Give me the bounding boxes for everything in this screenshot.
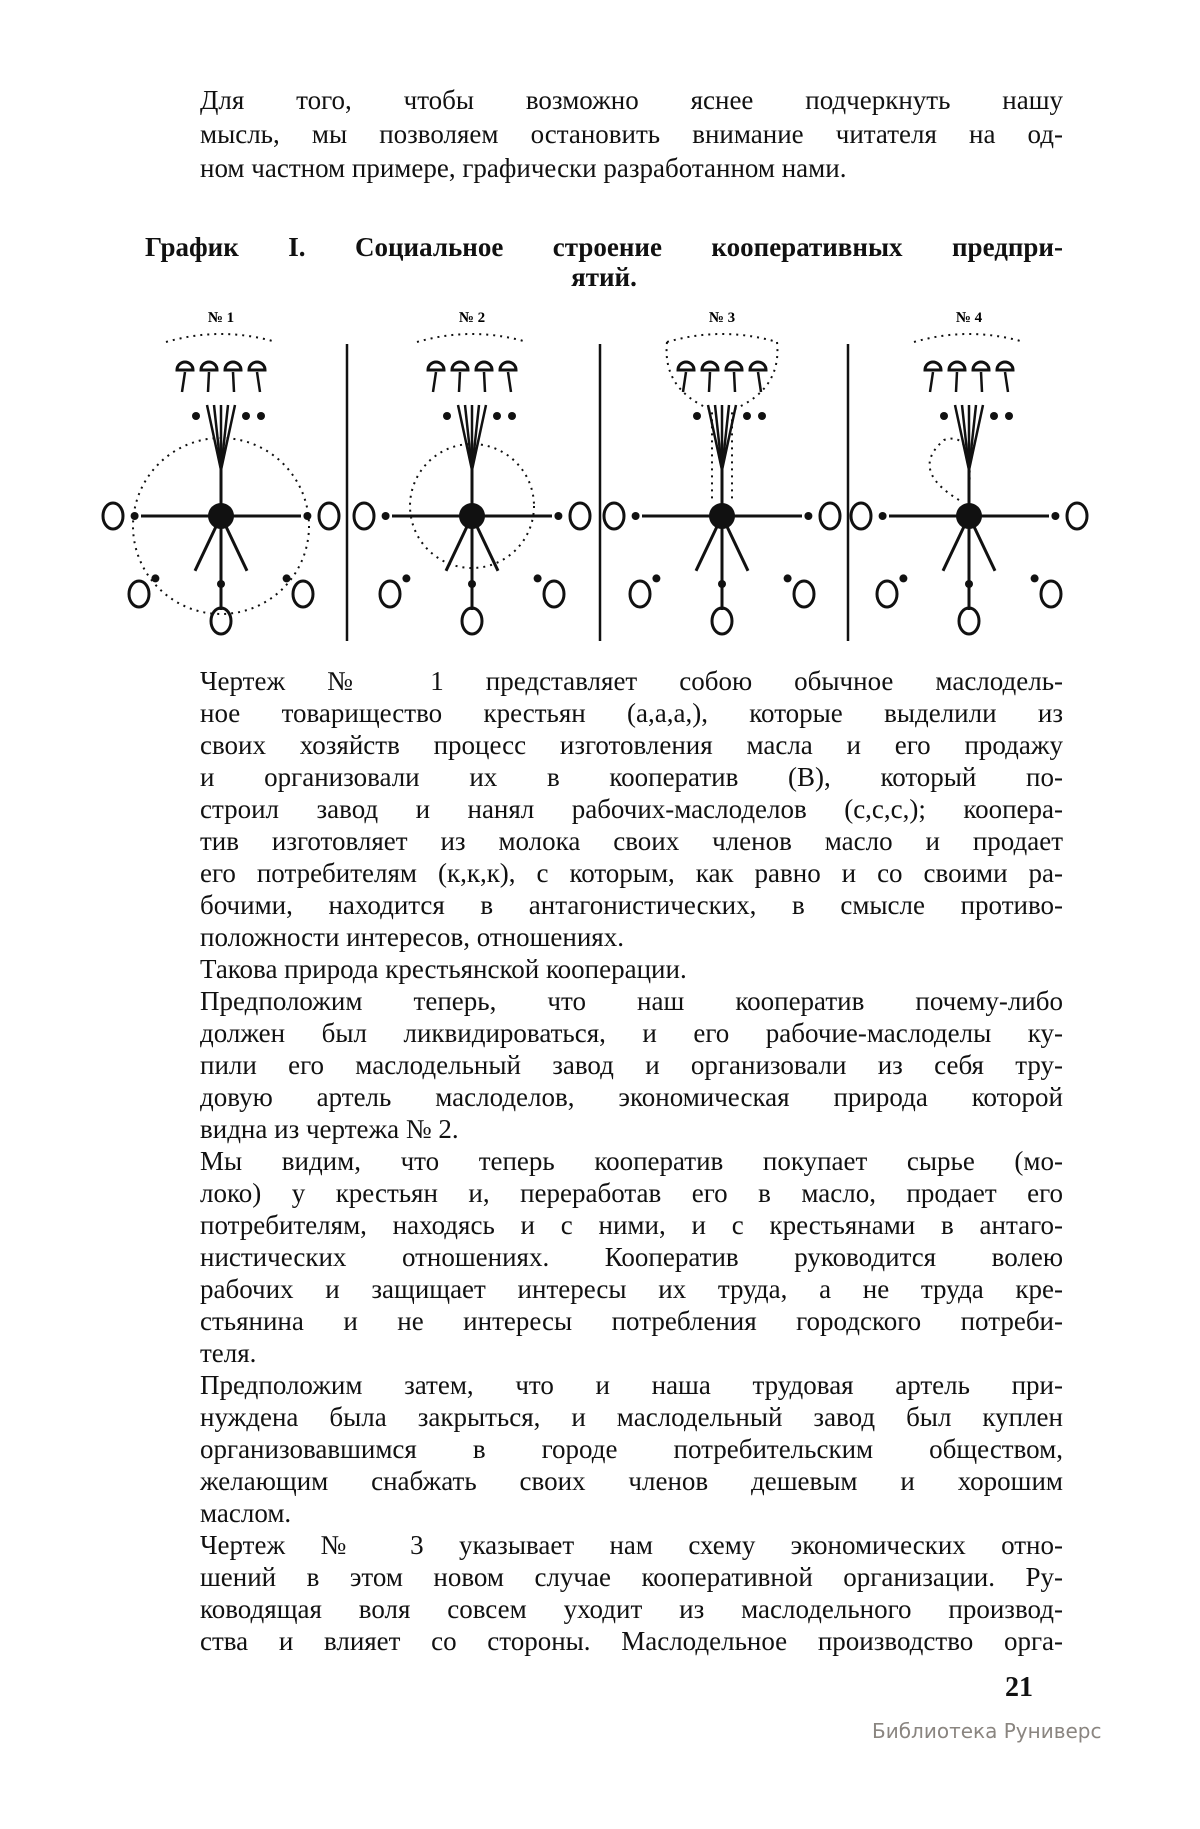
peasant-icon <box>462 608 482 634</box>
consumer-link <box>709 372 710 392</box>
peasant-icon <box>544 581 564 607</box>
text-line: нистических отношениях. Кооператив руководится волею <box>200 1242 1063 1272</box>
consumer-link <box>182 372 185 392</box>
page-number: 21 <box>1005 1672 1033 1703</box>
consumer-link <box>208 372 209 392</box>
text-line: Мы видим, что теперь кооператив покупает сырье (мо- <box>200 1146 1063 1176</box>
text-line: теля. <box>200 1338 257 1368</box>
consumer-icon <box>225 362 241 370</box>
text-line: Такова природа крестьянской кооперации. <box>200 954 687 984</box>
consumer-link <box>930 372 933 392</box>
peasant-icon <box>1067 503 1087 529</box>
text-line: пили его маслодельный завод и организовали из себя тру- <box>200 1050 1063 1080</box>
link-dot <box>468 580 476 588</box>
diagram-panel-3 <box>604 310 840 634</box>
panel-label: № 4 <box>955 310 983 326</box>
figure-title-line-2: ятий. <box>571 262 637 292</box>
text-line: ства и влияет со стороны. Маслодельное производство орга- <box>200 1626 1063 1656</box>
consumer-icon <box>726 362 742 370</box>
consumer-link <box>433 372 436 392</box>
consumer-icon <box>949 362 965 370</box>
diagram-panel-4 <box>851 310 1087 634</box>
peasant-icon <box>712 608 732 634</box>
consumer-icon <box>973 362 989 370</box>
link-dot <box>632 512 640 520</box>
link-dot <box>402 574 410 582</box>
text-line: потребителям, находясь и с ними, и с крестьянами в антаго- <box>200 1210 1063 1240</box>
peasant-icon <box>877 581 897 607</box>
consumer-icon <box>997 362 1013 370</box>
text-line: локо) у крестьян и, переработав его в масло, продает его <box>200 1178 1063 1208</box>
worker-icon <box>508 412 516 420</box>
text-line: ное товарищество крестьян (а,а,а,), которые выделили из <box>200 698 1063 728</box>
link-dot <box>652 574 660 582</box>
consumer-icon <box>702 362 718 370</box>
link-dot <box>554 512 562 520</box>
worker-icon <box>192 412 200 420</box>
text-line: Для того, чтобы возможно яснее подчеркнуть нашу <box>200 85 1063 115</box>
consumer-link <box>758 372 761 392</box>
text-line: Предположим теперь, что наш кооператив почему-либо <box>200 986 1063 1016</box>
panel-label: № 1 <box>207 310 235 326</box>
text-line: рабочих и защищает интересы их труда, а не труда кре- <box>200 1274 1063 1304</box>
text-line: мысль, мы позволяем остановить внимание читателя на од- <box>200 119 1063 149</box>
peasant-icon <box>103 503 123 529</box>
link-dot <box>1031 574 1039 582</box>
peasant-icon <box>570 503 590 529</box>
peasant-icon <box>851 503 871 529</box>
figure-title-line-1: График I. Социальное строение кооперативных предпри- <box>145 232 1063 262</box>
text-line: должен был ликвидироваться, и его рабочие-маслоделы ку- <box>200 1018 1063 1048</box>
consumer-icon <box>476 362 492 370</box>
text-line: Предположим затем, что и наша трудовая артель при- <box>200 1370 1063 1400</box>
consumer-link <box>233 372 234 392</box>
peasant-icon <box>794 581 814 607</box>
consumer-icon <box>500 362 516 370</box>
peasant-icon <box>630 581 650 607</box>
worker-icon <box>1005 412 1013 420</box>
peasant-icon <box>959 608 979 634</box>
text-line: маслом. <box>200 1498 292 1528</box>
consumers-boundary <box>667 334 777 342</box>
peasant-icon <box>211 608 231 634</box>
text-line: и организовали их в кооператив (В), который по- <box>200 762 1063 792</box>
consumer-icon <box>201 362 217 370</box>
worker-icon <box>493 412 501 420</box>
text-line: ководящая воля совсем уходит из маслодельного производ- <box>200 1594 1063 1624</box>
consumer-link <box>956 372 957 392</box>
link-dot <box>131 512 139 520</box>
link-dot <box>1051 512 1059 520</box>
text-line: его потребителям (к,к,к), с которым, как равно и со своими ра- <box>200 858 1063 888</box>
text-line: своих хозяйств процесс изготовления масла и его продажу <box>200 730 1063 760</box>
link-dot <box>718 580 726 588</box>
link-dot <box>303 512 311 520</box>
link-dot <box>804 512 812 520</box>
link-dot <box>879 512 887 520</box>
consumer-link <box>981 372 982 392</box>
worker-icon <box>990 412 998 420</box>
peasant-icon <box>319 503 339 529</box>
text-line: организовавшимся в городе потребительским обществом, <box>200 1434 1063 1464</box>
peasant-icon <box>354 503 374 529</box>
consumer-icon <box>452 362 468 370</box>
worker-icon <box>257 412 265 420</box>
peasant-icon <box>604 503 624 529</box>
consumer-link <box>1005 372 1008 392</box>
consumer-icon <box>177 362 193 370</box>
peasant-icon <box>293 581 313 607</box>
text-line: строил завод и нанял рабочих-маслоделов (с,с,с,); коопера- <box>200 794 1063 824</box>
text-line: довую артель маслоделов, экономическая природа которой <box>200 1082 1063 1112</box>
text-line: стьянина и не интересы потребления городского потреби- <box>200 1306 1063 1336</box>
worker-icon <box>940 412 948 420</box>
consumer-icon <box>925 362 941 370</box>
consumer-link <box>508 372 511 392</box>
worker-icon <box>758 412 766 420</box>
consumer-link <box>459 372 460 392</box>
worker-icon <box>443 412 451 420</box>
text-line: тив изготовляет из молока своих членов масло и продает <box>200 826 1063 856</box>
consumers-boundary <box>417 334 527 342</box>
consumer-icon <box>750 362 766 370</box>
watermark: Библиотека Руниверс <box>872 1719 1102 1743</box>
worker-icon <box>242 412 250 420</box>
consumer-link <box>683 372 686 392</box>
link-dot <box>534 574 542 582</box>
text-line: желающим снабжать своих членов дешевым и хорошим <box>200 1466 1063 1496</box>
diagram-panel-1 <box>103 310 339 634</box>
link-dot <box>899 574 907 582</box>
peasant-icon <box>820 503 840 529</box>
link-dot <box>217 580 225 588</box>
peasant-icon <box>129 581 149 607</box>
diagram-panel-2 <box>354 310 590 634</box>
text-line: ном частном примере, графически разработанном нами. <box>200 153 847 183</box>
consumer-link <box>257 372 260 392</box>
worker-icon <box>693 412 701 420</box>
link-dot <box>965 580 973 588</box>
link-dot <box>382 512 390 520</box>
peasant-icon <box>380 581 400 607</box>
cooperative-structure-diagram <box>0 300 1200 660</box>
consumers-boundary <box>914 334 1024 342</box>
text-line: нуждена была закрыться, и маслодельный завод был куплен <box>200 1402 1063 1432</box>
text-line: шений в этом новом случае кооперативной организации. Ру- <box>200 1562 1063 1592</box>
consumers-boundary <box>166 334 276 342</box>
consumer-link <box>484 372 485 392</box>
text-line: бочими, находится в антагонистических, в смысле противо- <box>200 890 1063 920</box>
text-line: видна из чертежа № 2. <box>200 1114 459 1144</box>
link-dot <box>151 574 159 582</box>
link-dot <box>283 574 291 582</box>
figure-title <box>145 232 1063 292</box>
peasant-icon <box>1041 581 1061 607</box>
consumer-icon <box>249 362 265 370</box>
worker-icon <box>743 412 751 420</box>
panel-label: № 3 <box>708 310 736 326</box>
text-line: Чертеж № 1 представляет собою обычное маслодель- <box>200 666 1063 696</box>
text-line: положности интересов, отношениях. <box>200 922 624 952</box>
link-dot <box>784 574 792 582</box>
consumer-icon <box>428 362 444 370</box>
consumer-icon <box>678 362 694 370</box>
panel-label: № 2 <box>458 310 486 326</box>
consumer-link <box>734 372 735 392</box>
text-line: Чертеж № 3 указывает нам схему экономических отно- <box>200 1530 1063 1560</box>
